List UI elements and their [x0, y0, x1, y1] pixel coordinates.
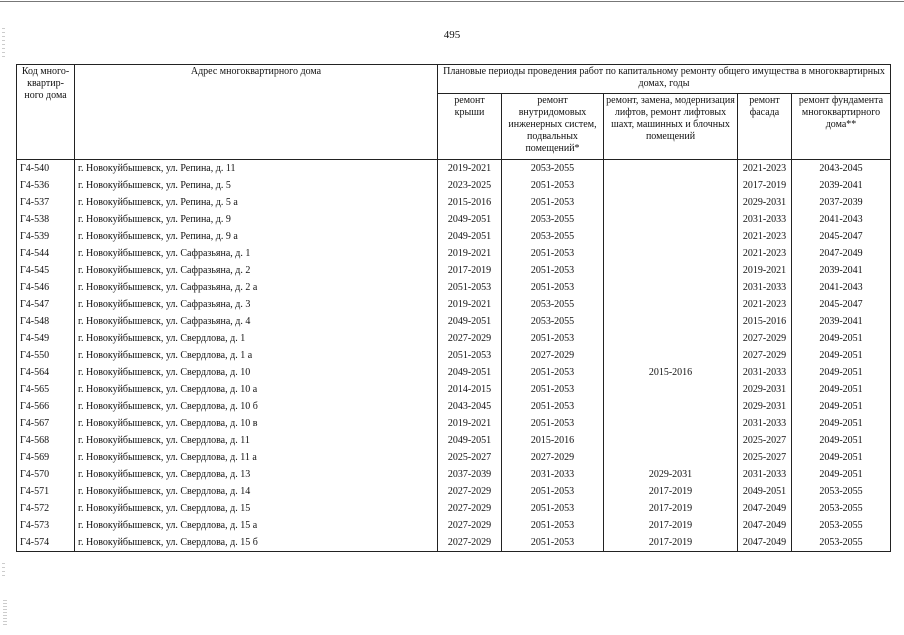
systems-period-cell: 2027-2029	[502, 449, 604, 466]
foundation-period-cell: 2045-2047	[792, 296, 891, 313]
facade-period-cell: 2027-2029	[738, 330, 792, 347]
elevator-period-cell	[604, 211, 738, 228]
address-cell: г. Новокуйбышевск, ул. Свердлова, д. 15 а	[75, 517, 438, 534]
house-code-cell: Г4-564	[17, 364, 75, 381]
systems-period-cell: 2051-2053	[502, 415, 604, 432]
systems-period-cell: 2015-2016	[502, 432, 604, 449]
systems-period-cell: 2051-2053	[502, 364, 604, 381]
roof-period-cell: 2019-2021	[438, 160, 502, 178]
house-code-cell: Г4-565	[17, 381, 75, 398]
address-cell: г. Новокуйбышевск, ул. Сафразьяна, д. 4	[75, 313, 438, 330]
roof-period-cell: 2051-2053	[438, 347, 502, 364]
page-number: 495	[443, 29, 461, 41]
foundation-period-cell: 2053-2055	[792, 483, 891, 500]
foundation-period-cell: 2049-2051	[792, 466, 891, 483]
facade-period-cell: 2021-2023	[738, 245, 792, 262]
table-row	[17, 449, 891, 466]
elevator-period-cell	[604, 330, 738, 347]
systems-period-cell: 2051-2053	[502, 245, 604, 262]
house-code-cell: Г4-545	[17, 262, 75, 279]
header-facade: ремонт фасада	[738, 94, 792, 160]
header-elevators: ремонт, замена, модернизация лифтов, ремонт лифтовых шахт, машинных и блочных помещений	[604, 94, 738, 160]
elevator-period-cell	[604, 381, 738, 398]
systems-period-cell: 2051-2053	[502, 534, 604, 552]
elevator-period-cell	[604, 398, 738, 415]
address-cell: г. Новокуйбышевск, ул. Свердлова, д. 11	[75, 432, 438, 449]
facade-period-cell: 2021-2023	[738, 160, 792, 178]
systems-period-cell: 2051-2053	[502, 177, 604, 194]
header-foundation: ремонт фундамента многоквартирного дома**	[792, 94, 891, 160]
roof-period-cell: 2049-2051	[438, 313, 502, 330]
facade-period-cell: 2027-2029	[738, 347, 792, 364]
address-cell: г. Новокуйбышевск, ул. Свердлова, д. 11 а	[75, 449, 438, 466]
roof-period-cell: 2019-2021	[438, 296, 502, 313]
foundation-period-cell: 2053-2055	[792, 500, 891, 517]
house-code-cell: Г4-549	[17, 330, 75, 347]
address-cell: г. Новокуйбышевск, ул. Репина, д. 5 а	[75, 194, 438, 211]
table-row	[17, 381, 891, 398]
facade-period-cell: 2031-2033	[738, 211, 792, 228]
address-cell: г. Новокуйбышевск, ул. Свердлова, д. 15 б	[75, 534, 438, 552]
foundation-period-cell: 2041-2043	[792, 279, 891, 296]
foundation-period-cell: 2049-2051	[792, 347, 891, 364]
table-row	[17, 177, 891, 194]
systems-period-cell: 2051-2053	[502, 262, 604, 279]
facade-period-cell: 2019-2021	[738, 262, 792, 279]
foundation-period-cell: 2053-2055	[792, 534, 891, 552]
table-row	[17, 313, 891, 330]
header-roof: ремонт крыши	[438, 94, 502, 160]
facade-period-cell: 2047-2049	[738, 500, 792, 517]
systems-period-cell: 2051-2053	[502, 194, 604, 211]
systems-period-cell: 2051-2053	[502, 381, 604, 398]
house-code-cell: Г4-537	[17, 194, 75, 211]
table-row	[17, 279, 891, 296]
table-row	[17, 262, 891, 279]
elevator-period-cell: 2017-2019	[604, 534, 738, 552]
table-row	[17, 211, 891, 228]
address-cell: г. Новокуйбышевск, ул. Сафразьяна, д. 2 а	[75, 279, 438, 296]
facade-period-cell: 2031-2033	[738, 279, 792, 296]
table-row	[17, 466, 891, 483]
address-cell: г. Новокуйбышевск, ул. Сафразьяна, д. 2	[75, 262, 438, 279]
systems-period-cell: 2053-2055	[502, 160, 604, 178]
table-row	[17, 228, 891, 245]
roof-period-cell: 2014-2015	[438, 381, 502, 398]
elevator-period-cell	[604, 313, 738, 330]
table-row	[17, 483, 891, 500]
foundation-period-cell: 2039-2041	[792, 262, 891, 279]
house-code-cell: Г4-571	[17, 483, 75, 500]
foundation-period-cell: 2049-2051	[792, 381, 891, 398]
elevator-period-cell	[604, 262, 738, 279]
address-cell: г. Новокуйбышевск, ул. Сафразьяна, д. 1	[75, 245, 438, 262]
house-code-cell: Г4-539	[17, 228, 75, 245]
elevator-period-cell	[604, 279, 738, 296]
header-code: Код много-квартир-ного дома	[17, 65, 75, 160]
facade-period-cell: 2017-2019	[738, 177, 792, 194]
systems-period-cell: 2051-2053	[502, 398, 604, 415]
house-code-cell: Г4-538	[17, 211, 75, 228]
address-cell: г. Новокуйбышевск, ул. Репина, д. 9 а	[75, 228, 438, 245]
house-code-cell: Г4-572	[17, 500, 75, 517]
roof-period-cell: 2017-2019	[438, 262, 502, 279]
foundation-period-cell: 2049-2051	[792, 415, 891, 432]
facade-period-cell: 2031-2033	[738, 466, 792, 483]
foundation-period-cell: 2049-2051	[792, 398, 891, 415]
elevator-period-cell: 2015-2016	[604, 364, 738, 381]
facade-period-cell: 2029-2031	[738, 194, 792, 211]
facade-period-cell: 2031-2033	[738, 415, 792, 432]
elevator-period-cell: 2017-2019	[604, 517, 738, 534]
address-cell: г. Новокуйбышевск, ул. Свердлова, д. 10 а	[75, 381, 438, 398]
roof-period-cell: 2027-2029	[438, 330, 502, 347]
facade-period-cell: 2029-2031	[738, 398, 792, 415]
address-cell: г. Новокуйбышевск, ул. Свердлова, д. 10 б	[75, 398, 438, 415]
elevator-period-cell: 2017-2019	[604, 500, 738, 517]
facade-period-cell: 2047-2049	[738, 517, 792, 534]
house-code-cell: Г4-574	[17, 534, 75, 552]
table-row	[17, 245, 891, 262]
roof-period-cell: 2049-2051	[438, 432, 502, 449]
roof-period-cell: 2027-2029	[438, 534, 502, 552]
scan-artifact	[2, 563, 5, 577]
roof-period-cell: 2027-2029	[438, 483, 502, 500]
address-cell: г. Новокуйбышевск, ул. Свердлова, д. 10	[75, 364, 438, 381]
table-row	[17, 160, 891, 178]
address-cell: г. Новокуйбышевск, ул. Репина, д. 5	[75, 177, 438, 194]
house-code-cell: Г4-547	[17, 296, 75, 313]
table-row	[17, 500, 891, 517]
table-row	[17, 398, 891, 415]
house-code-cell: Г4-568	[17, 432, 75, 449]
table-row	[17, 194, 891, 211]
systems-period-cell: 2031-2033	[502, 466, 604, 483]
systems-period-cell: 2051-2053	[502, 500, 604, 517]
table-row	[17, 432, 891, 449]
elevator-period-cell	[604, 415, 738, 432]
foundation-period-cell: 2041-2043	[792, 211, 891, 228]
page-top-border	[0, 1, 904, 2]
roof-period-cell: 2049-2051	[438, 228, 502, 245]
elevator-period-cell	[604, 177, 738, 194]
house-code-cell: Г4-569	[17, 449, 75, 466]
roof-period-cell: 2023-2025	[438, 177, 502, 194]
roof-period-cell: 2027-2029	[438, 517, 502, 534]
facade-period-cell: 2021-2023	[738, 296, 792, 313]
table-body	[17, 160, 891, 552]
elevator-period-cell	[604, 245, 738, 262]
header-periods: Плановые периоды проведения работ по капитальному ремонту общего имущества в многоквартирных домах, годы	[438, 65, 891, 94]
address-cell: г. Новокуйбышевск, ул. Свердлова, д. 14	[75, 483, 438, 500]
foundation-period-cell: 2045-2047	[792, 228, 891, 245]
foundation-period-cell: 2039-2041	[792, 177, 891, 194]
house-code-cell: Г4-567	[17, 415, 75, 432]
facade-period-cell: 2049-2051	[738, 483, 792, 500]
address-cell: г. Новокуйбышевск, ул. Свердлова, д. 10 в	[75, 415, 438, 432]
table-row	[17, 296, 891, 313]
elevator-period-cell	[604, 347, 738, 364]
table-row	[17, 534, 891, 552]
roof-period-cell: 2037-2039	[438, 466, 502, 483]
roof-period-cell: 2051-2053	[438, 279, 502, 296]
house-code-cell: Г4-573	[17, 517, 75, 534]
roof-period-cell: 2019-2021	[438, 245, 502, 262]
address-cell: г. Новокуйбышевск, ул. Свердлова, д. 1 а	[75, 347, 438, 364]
facade-period-cell: 2031-2033	[738, 364, 792, 381]
systems-period-cell: 2051-2053	[502, 279, 604, 296]
roof-period-cell: 2043-2045	[438, 398, 502, 415]
table-row	[17, 330, 891, 347]
table-row	[17, 364, 891, 381]
systems-period-cell: 2027-2029	[502, 347, 604, 364]
systems-period-cell: 2051-2053	[502, 483, 604, 500]
table-row	[17, 517, 891, 534]
address-cell: г. Новокуйбышевск, ул. Репина, д. 11	[75, 160, 438, 178]
roof-period-cell: 2049-2051	[438, 211, 502, 228]
house-code-cell: Г4-536	[17, 177, 75, 194]
facade-period-cell: 2029-2031	[738, 381, 792, 398]
table-row	[17, 347, 891, 364]
address-cell: г. Новокуйбышевск, ул. Сафразьяна, д. 3	[75, 296, 438, 313]
foundation-period-cell: 2037-2039	[792, 194, 891, 211]
facade-period-cell: 2047-2049	[738, 534, 792, 552]
elevator-period-cell: 2029-2031	[604, 466, 738, 483]
systems-period-cell: 2051-2053	[502, 517, 604, 534]
scan-artifact	[3, 600, 7, 625]
house-code-cell: Г4-548	[17, 313, 75, 330]
facade-period-cell: 2015-2016	[738, 313, 792, 330]
header-systems: ремонт внутридомовых инженерных систем, подвальных помещений*	[502, 94, 604, 160]
foundation-period-cell: 2053-2055	[792, 517, 891, 534]
elevator-period-cell	[604, 432, 738, 449]
elevator-period-cell	[604, 228, 738, 245]
foundation-period-cell: 2049-2051	[792, 364, 891, 381]
address-cell: г. Новокуйбышевск, ул. Свердлова, д. 1	[75, 330, 438, 347]
elevator-period-cell	[604, 296, 738, 313]
roof-period-cell: 2049-2051	[438, 364, 502, 381]
foundation-period-cell: 2049-2051	[792, 449, 891, 466]
foundation-period-cell: 2043-2045	[792, 160, 891, 178]
header-address: Адрес многоквартирного дома	[75, 65, 438, 160]
foundation-period-cell: 2049-2051	[792, 432, 891, 449]
elevator-period-cell	[604, 160, 738, 178]
facade-period-cell: 2021-2023	[738, 228, 792, 245]
elevator-period-cell: 2017-2019	[604, 483, 738, 500]
house-code-cell: Г4-544	[17, 245, 75, 262]
house-code-cell: Г4-570	[17, 466, 75, 483]
elevator-period-cell	[604, 194, 738, 211]
foundation-period-cell: 2047-2049	[792, 245, 891, 262]
systems-period-cell: 2051-2053	[502, 330, 604, 347]
roof-period-cell: 2015-2016	[438, 194, 502, 211]
foundation-period-cell: 2049-2051	[792, 330, 891, 347]
roof-period-cell: 2027-2029	[438, 500, 502, 517]
address-cell: г. Новокуйбышевск, ул. Свердлова, д. 13	[75, 466, 438, 483]
systems-period-cell: 2053-2055	[502, 211, 604, 228]
house-code-cell: Г4-550	[17, 347, 75, 364]
foundation-period-cell: 2039-2041	[792, 313, 891, 330]
address-cell: г. Новокуйбышевск, ул. Репина, д. 9	[75, 211, 438, 228]
table-row	[17, 415, 891, 432]
systems-period-cell: 2053-2055	[502, 313, 604, 330]
roof-period-cell: 2019-2021	[438, 415, 502, 432]
systems-period-cell: 2053-2055	[502, 228, 604, 245]
repair-schedule-table	[16, 64, 891, 552]
house-code-cell: Г4-546	[17, 279, 75, 296]
facade-period-cell: 2025-2027	[738, 449, 792, 466]
systems-period-cell: 2053-2055	[502, 296, 604, 313]
facade-period-cell: 2025-2027	[738, 432, 792, 449]
house-code-cell: Г4-566	[17, 398, 75, 415]
roof-period-cell: 2025-2027	[438, 449, 502, 466]
address-cell: г. Новокуйбышевск, ул. Свердлова, д. 15	[75, 500, 438, 517]
house-code-cell: Г4-540	[17, 160, 75, 178]
elevator-period-cell	[604, 449, 738, 466]
